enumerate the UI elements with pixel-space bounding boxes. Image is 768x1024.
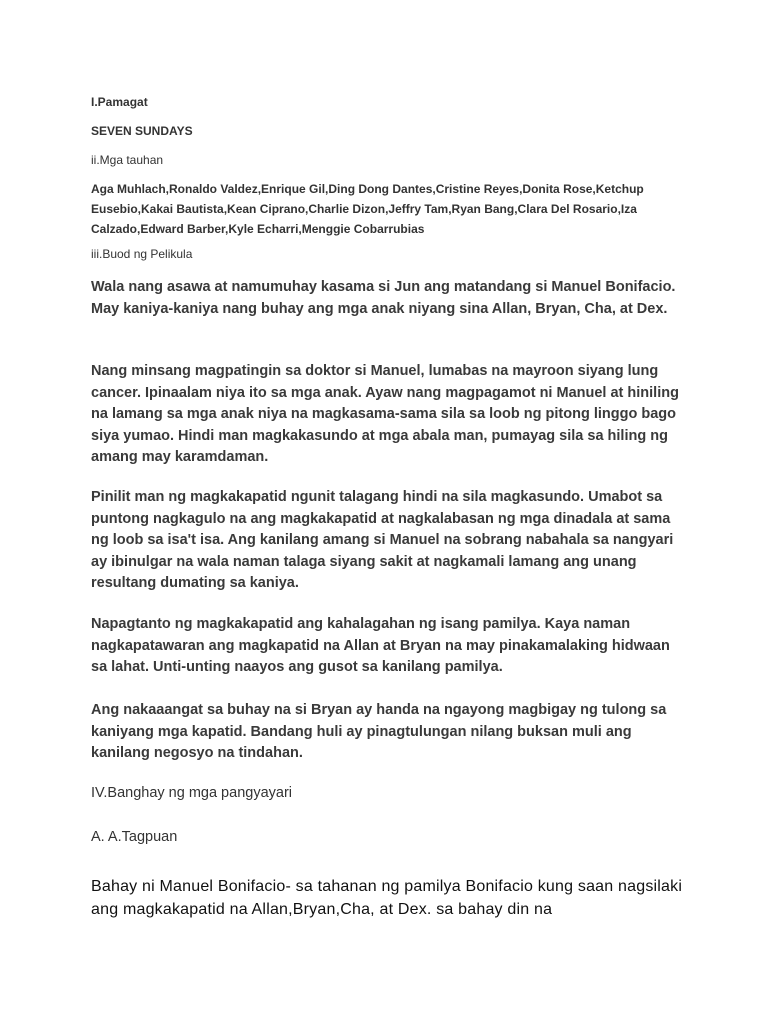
summary-paragraph-4: Napagtanto ng magkakapatid ang kahalagahan ng isang pamilya. Kaya naman nagkapatawaran ang magkapatid na Allan at Bryan na may pinakamalaking hidwaan sa lahat. Unti-unting naayos ang gusot sa kanilang pamilya. [91, 616, 670, 675]
summary-paragraph-2: Nang minsang magpatingin sa doktor si Manuel, lumabas na mayroon siyang lung cancer. Ipinaalam niya ito sa mga anak. Ayaw nang magpagamot ni Manuel at hiniling na lamang sa mga anak niya na magkasama-sama sila sa loob ng pitong linggo bago siya yumao. Hindi man magkakasundo at mga abala man, pumayag sila sa hiling ng amang may karamdaman. [91, 363, 679, 465]
summary-paragraph-5: Ang nakaaangat sa buhay na si Bryan ay handa na ngayong magbigay ng tulong sa kaniyang mga kapatid. Bandang huli ay pinagtulungan nilang buksan muli ang kanilang negosyo na tindahan. [91, 702, 667, 761]
heading-plot: IV.Banghay ng mga pangyayari [91, 785, 292, 801]
cast-list: Aga Muhlach,Ronaldo Valdez,Enrique Gil,Ding Dong Dantes,Cristine Reyes,Donita Rose,Ketchup Eusebio,Kakai Bautista,Kean Ciprano,Charlie Dizon,Jeffry Tam,Ryan Bang,Clara Del Rosario,Iza Calzado,Edward Barber,Kyle Echarri,Menggie Cobarrubias [91, 182, 644, 236]
heading-setting: A. A.Tagpuan [91, 829, 178, 845]
heading-title-label: I.Pamagat [91, 95, 148, 109]
summary-paragraph-1: Wala nang asawa at namumuhay kasama si Jun ang matandang si Manuel Bonifacio. May kaniya-kaniya nang buhay ang mga anak niyang sina Allan, Bryan, Cha, at Dex. [91, 279, 676, 317]
setting-paragraph: Bahay ni Manuel Bonifacio- sa tahanan ng pamilya Bonifacio kung saan nagsilaki ang magkakapatid na Allan,Bryan,Cha, at Dex. sa bahay din na [91, 878, 683, 918]
heading-characters: ii.Mga tauhan [91, 153, 164, 167]
heading-summary: iii.Buod ng Pelikula [91, 247, 193, 261]
summary-paragraph-3: Pinilit man ng magkakapatid ngunit talagang hindi na sila magkasundo. Umabot sa puntong nagkagulo na ang magkakapatid at nagkalabasan ng mga dinadala at sama ng loob sa isa't isa. Ang kanilang amang si Manuel na sobrang nabahala sa nangyari ay ibinulgar na wala naman talaga siyang sakit at nagkamali lamang ang unang resultang dumating sa kaniya. [91, 489, 674, 591]
movie-title: SEVEN SUNDAYS [91, 124, 193, 138]
